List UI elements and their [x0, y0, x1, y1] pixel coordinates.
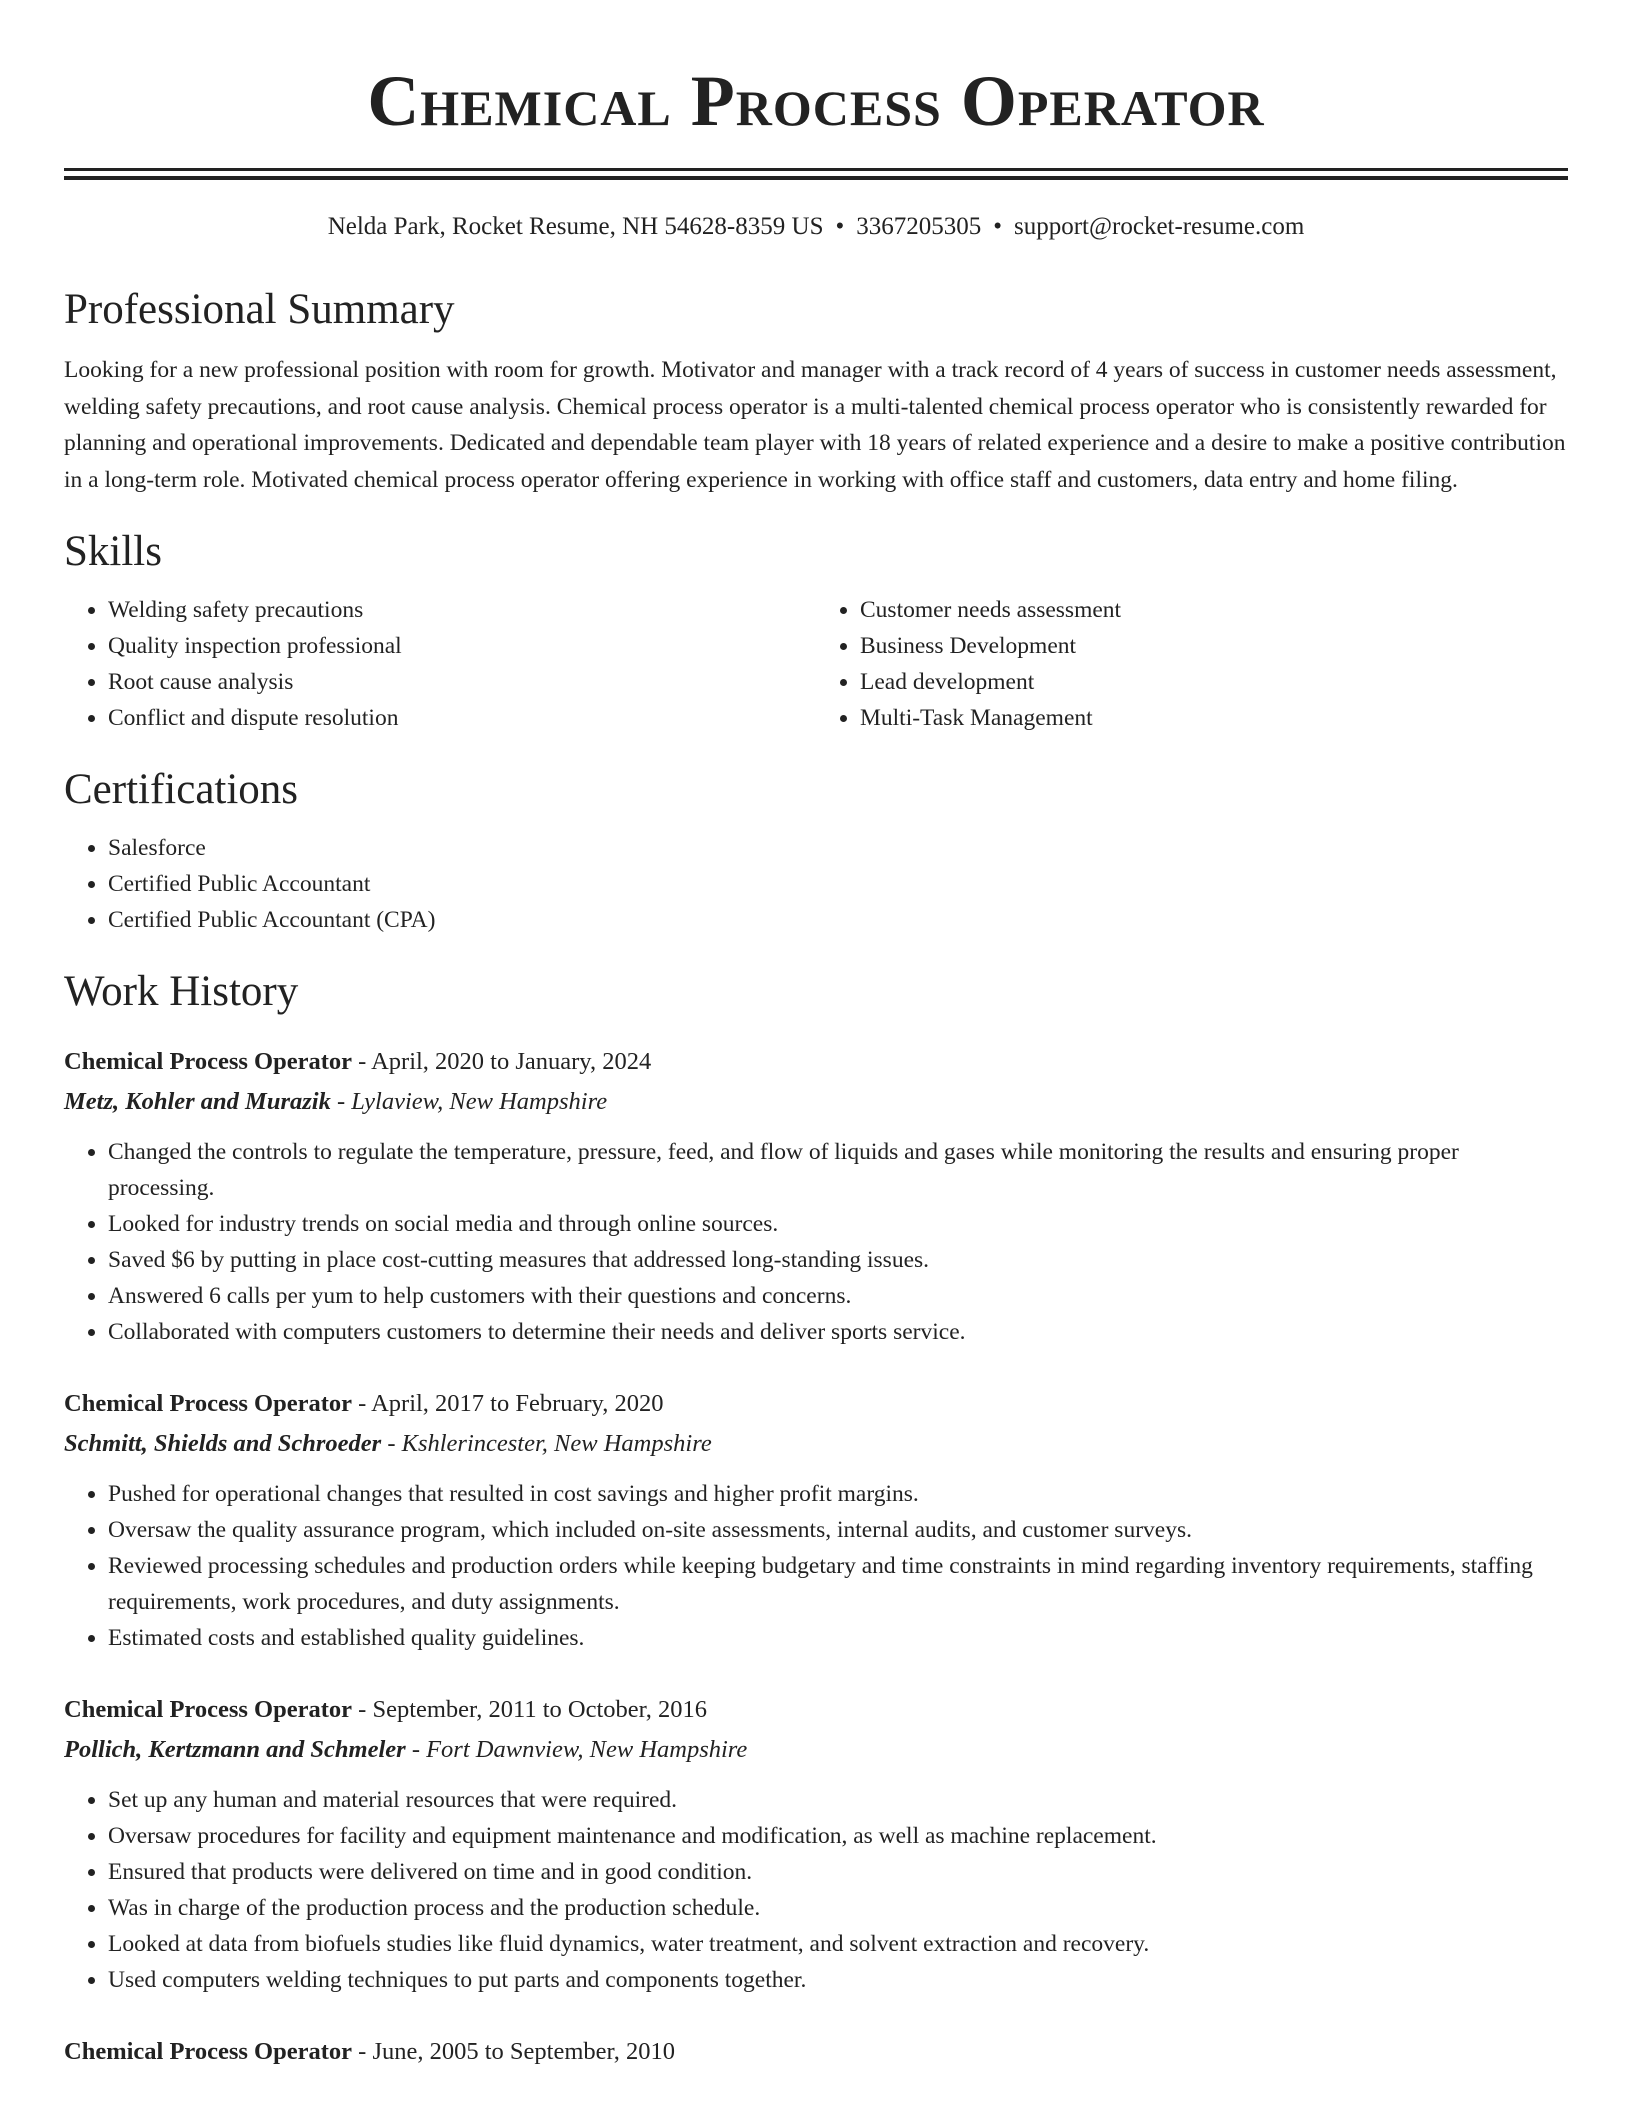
job-entry — [64, 1384, 1568, 1656]
job-duties — [64, 1782, 1568, 1998]
job-dates: - June, 2005 to September, 2010 — [352, 2038, 675, 2065]
title-divider-top — [64, 168, 1568, 171]
job-employer — [64, 1082, 1568, 1122]
job-company: Schmitt, Shields and Schroeder — [64, 1430, 382, 1457]
job-dates: - September, 2011 to October, 2016 — [352, 1696, 708, 1723]
skills-column-right — [816, 592, 1568, 736]
job-employer — [64, 1424, 1568, 1464]
job-title: Chemical Process Operator — [64, 1390, 353, 1417]
contact-address: Nelda Park, Rocket Resume, NH 54628-8359 US — [327, 213, 824, 240]
section-heading-summary: Professional Summary — [64, 286, 455, 333]
resume-page — [64, 0, 1568, 2072]
job-dates: - April, 2020 to January, 2024 — [352, 1048, 652, 1075]
job-duty-item: • Looked for industry trends on social media and through online sources. — [108, 1206, 1568, 1242]
job-duty-item: • Answered 6 calls per yum to help customers with their questions and concerns. — [108, 1278, 1568, 1314]
job-duty-item: • Used computers welding techniques to put parts and components together. — [108, 1962, 1568, 1998]
job-duty-item: • Looked at data from biofuels studies like fluid dynamics, water treatment, and solvent extraction and recovery. — [108, 1926, 1568, 1962]
contact-phone: 3367205305 — [856, 213, 982, 240]
certification-item: • Certified Public Accountant — [108, 866, 1568, 902]
job-company: Pollich, Kertzmann and Schmeler — [64, 1736, 406, 1763]
job-location: - Fort Dawnview, New Hampshire — [405, 1736, 748, 1763]
job-location: - Kshlerincester, New Hampshire — [381, 1430, 712, 1457]
job-employer — [64, 1730, 1568, 1770]
job-duty-item: • Changed the controls to regulate the temperature, pressure, feed, and flow of liquids and gases while monitoring the results and ensuring proper processing. — [108, 1134, 1568, 1206]
job-duty-item: • Saved $6 by putting in place cost-cutting measures that addressed long-standing issues. — [108, 1242, 1568, 1278]
job-header — [64, 1042, 1568, 1082]
contact-email: support@rocket-resume.com — [1014, 213, 1305, 240]
job-duties — [64, 1134, 1568, 1350]
job-company: Metz, Kohler and Murazik — [64, 1088, 331, 1115]
skill-item: • Lead development — [860, 664, 1568, 700]
skill-item: • Root cause analysis — [108, 664, 816, 700]
section-heading-work-history: Work History — [64, 968, 299, 1015]
skill-item: • Customer needs assessment — [860, 592, 1568, 628]
skill-item: • Business Development — [860, 628, 1568, 664]
job-dates: - April, 2017 to February, 2020 — [352, 1390, 664, 1417]
section-heading-skills: Skills — [64, 528, 162, 575]
job-duties — [64, 1476, 1568, 1656]
job-entry — [64, 1042, 1568, 1350]
job-duty-item: • Set up any human and material resources that were required. — [108, 1782, 1568, 1818]
skill-item: • Welding safety precautions — [108, 592, 816, 628]
job-location: - Lylaview, New Hampshire — [330, 1088, 608, 1115]
job-title: Chemical Process Operator — [64, 2038, 353, 2065]
contact-separator: • — [835, 213, 845, 240]
job-duty-item: • Reviewed processing schedules and production orders while keeping budgetary and time constraints in mind regarding inventory requirements, staffing requirements, work procedures, and duty assignments. — [108, 1548, 1568, 1620]
summary-text: Looking for a new professional position with room for growth. Motivator and manager with a track record of 4 years of success in customer needs assessment, welding safety precautions, and root cause analysis. Chemical process operator is a multi-talented chemical process operator who is consistently rewarded for planning and operational improvements. Dedicated and dependable team player with 18 years of related experience and a desire to make a positive contribution in a long-term role. Motivated chemical process operator offering experience in working with office staff and customers, data entry and home filing. — [64, 357, 1566, 493]
contact-separator: • — [993, 213, 1002, 240]
skill-item: • Multi-Task Management — [860, 700, 1568, 736]
job-duty-item: • Oversaw procedures for facility and equipment maintenance and modification, as well as machine replacement. — [108, 1818, 1568, 1854]
skill-item: • Quality inspection professional — [108, 628, 816, 664]
job-entry — [64, 2032, 1568, 2072]
job-duty-item: • Oversaw the quality assurance program, which included on-site assessments, internal audits, and customer surveys. — [108, 1512, 1568, 1548]
page-title: Chemical Process Operator — [367, 61, 1265, 141]
job-header — [64, 1690, 1568, 1730]
section-heading-certifications: Certifications — [64, 766, 299, 813]
job-duty-item: • Pushed for operational changes that resulted in cost savings and higher profit margins. — [108, 1476, 1568, 1512]
skill-item: • Conflict and dispute resolution — [108, 700, 816, 736]
job-title: Chemical Process Operator — [64, 1696, 353, 1723]
job-title: Chemical Process Operator — [64, 1048, 353, 1075]
job-entry — [64, 1690, 1568, 1998]
contact-line — [64, 210, 1568, 244]
certifications-list — [64, 830, 1568, 938]
job-duty-item: • Collaborated with computers customers to determine their needs and deliver sports service. — [108, 1314, 1568, 1350]
skills-column-left — [64, 592, 816, 736]
job-duty-item: • Estimated costs and established quality guidelines. — [108, 1620, 1568, 1656]
certification-item: • Salesforce — [108, 830, 1568, 866]
job-header — [64, 1384, 1568, 1424]
job-duty-item: • Ensured that products were delivered on time and in good condition. — [108, 1854, 1568, 1890]
certification-item: • Certified Public Accountant (CPA) — [108, 902, 1568, 938]
job-duty-item: • Was in charge of the production process and the production schedule. — [108, 1890, 1568, 1926]
job-header — [64, 2032, 1568, 2072]
skills-list — [64, 592, 1568, 736]
title-divider-bottom — [64, 176, 1568, 180]
